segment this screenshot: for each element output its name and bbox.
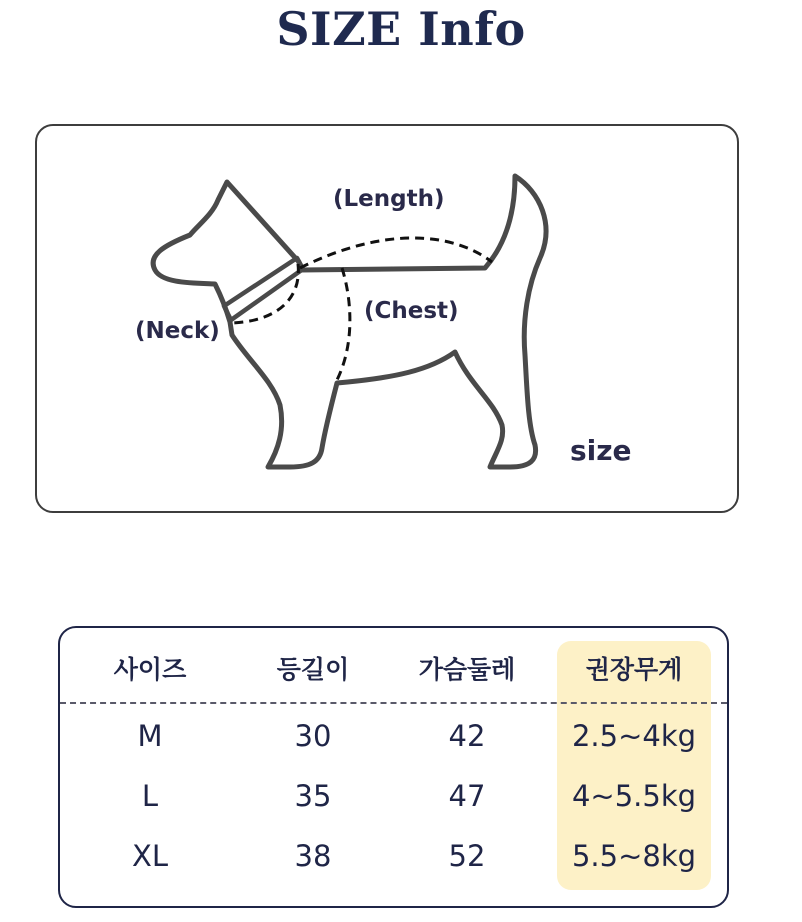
table-cell: 38 bbox=[294, 839, 332, 873]
header-chest: 가슴둘레 bbox=[418, 655, 516, 684]
table-cell: 5.5~8kg bbox=[571, 839, 697, 873]
header-size: 사이즈 bbox=[113, 655, 187, 684]
table-cell: M bbox=[137, 719, 163, 753]
chest-label: (Chest) bbox=[364, 298, 459, 324]
table-cell: 4~5.5kg bbox=[571, 779, 697, 813]
harness-strap bbox=[224, 258, 303, 320]
header-divider bbox=[60, 702, 727, 704]
table-cell: 2.5~4kg bbox=[571, 719, 697, 753]
table-cell: XL bbox=[131, 839, 169, 873]
table-cell: 30 bbox=[294, 719, 332, 753]
header-recommended-weight: 권장무게 bbox=[585, 655, 683, 684]
table-cell: 47 bbox=[448, 779, 486, 813]
chest-measure-line bbox=[336, 268, 350, 382]
header-back-length: 등길이 bbox=[276, 655, 350, 684]
length-label: (Length) bbox=[333, 186, 445, 212]
table-cell: L bbox=[141, 779, 159, 813]
table-cell: 52 bbox=[448, 839, 486, 873]
table-cell: 42 bbox=[448, 719, 486, 753]
length-measure-line bbox=[300, 238, 492, 268]
size-caption: size bbox=[570, 434, 632, 467]
neck-label: (Neck) bbox=[135, 318, 220, 344]
page-title: SIZE Info bbox=[276, 2, 526, 56]
table-cell: 35 bbox=[294, 779, 332, 813]
